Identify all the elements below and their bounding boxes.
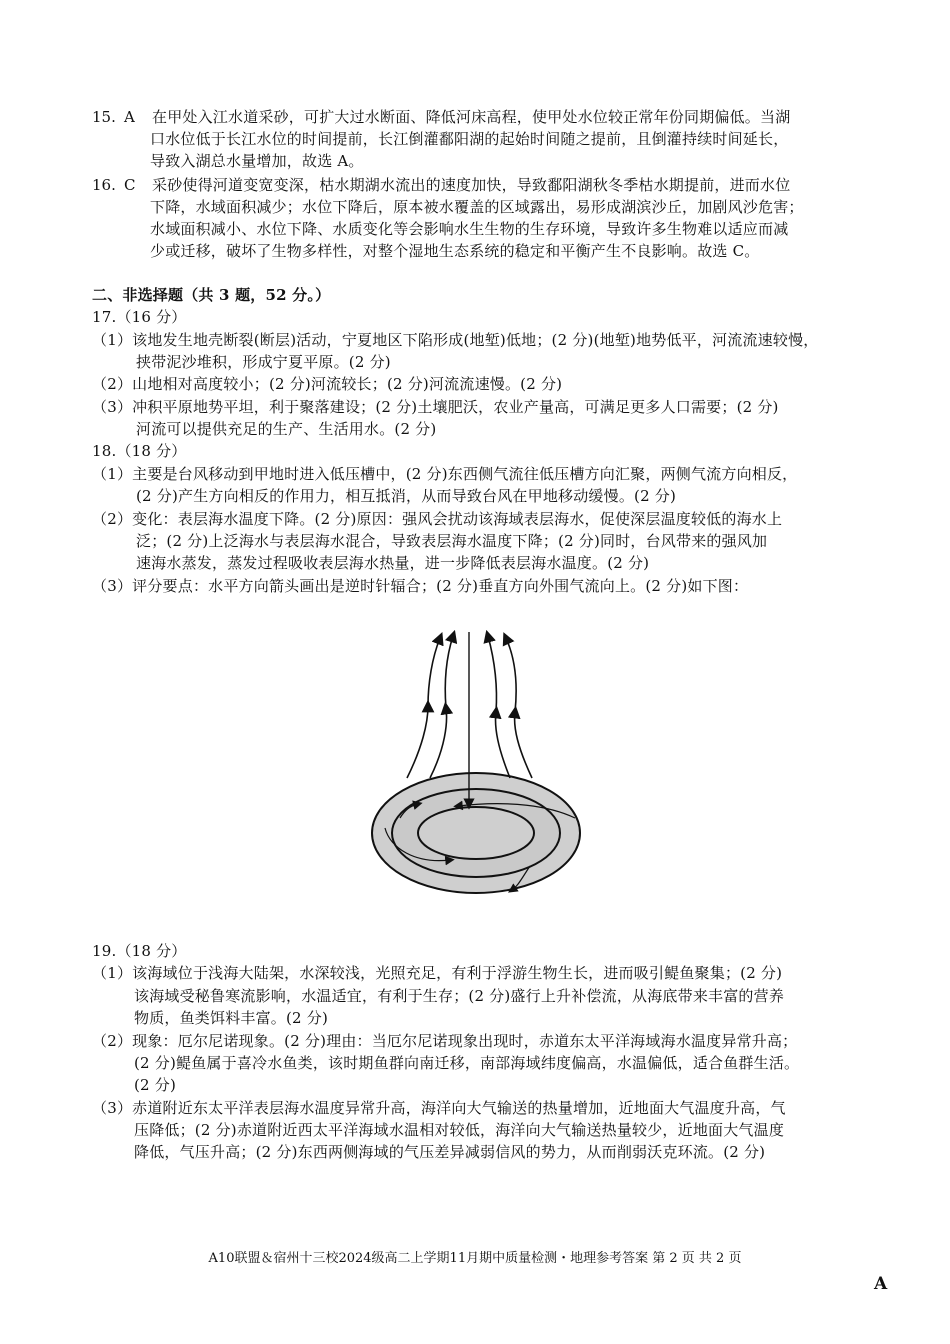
question-number: 16. [92, 176, 116, 194]
text-line: （3）冲积平原地势平坦，利于聚落建设；(2 分)土壤肥沃，农业产量高，可满足更多人口需要；(2 分) [92, 398, 779, 416]
rising-airflow-arrow [430, 708, 447, 778]
text-line: 降低，气压升高；(2 分)东西两侧海域的气压差异减弱信风的势力，从而削弱沃克环流。(2 分) [134, 1143, 766, 1161]
text-line: （2）变化：表层海水温度下降。(2 分)原因：强风会扰动该海域表层海水，促使深层温度较低的海水上 [92, 510, 783, 528]
text-line: (2 分)鳀鱼属于喜冷水鱼类，该时期鱼群向南迁移，南部海域纬度偏高，水温偏低，适合鱼群生活。 [134, 1054, 800, 1072]
text-line: 采砂使得河道变宽变深，枯水期湖水流出的速度加快，导致鄱阳湖秋冬季枯水期提前，进而水位 [152, 176, 791, 194]
text-line: 泛；(2 分)上泛海水与表层海水混合，导致表层海水温度下降；(2 分)同时，台风带来的强风加 [136, 532, 768, 550]
text-line: (2 分)产生方向相反的作用力，相互抵消，从而导致台风在甲地移动缓慢。(2 分) [136, 487, 677, 505]
text-line: (2 分) [134, 1076, 177, 1094]
rising-airflow-arrow [515, 712, 532, 778]
text-line: （1）主要是台风移动到甲地时进入低压槽中，(2 分)东西侧气流往低压槽方向汇聚，两侧气流方向相反， [92, 465, 798, 483]
text-line: 压降低；(2 分)赤道附近西太平洋海域水温相对较低，海洋向大气输送热量较少，近地面大气温度 [134, 1121, 785, 1139]
inner-ring [418, 807, 534, 859]
rising-airflow-arrow [407, 706, 428, 778]
text-line: （1）该地发生地壳断裂(断层)活动，宁夏地区下陷形成(地堑)低地；(2 分)(地堑)地势低平，河流流速较慢， [92, 331, 819, 349]
text-line: 在甲处入江水道采砂，可扩大过水断面、降低河床高程，使甲处水位较正常年份同期偏低。当湖 [152, 108, 791, 126]
rising-airflow-arrow [428, 638, 440, 706]
text-line: 导致入湖总水量增加，故选 A。 [150, 152, 364, 170]
text-line: 少或迁移，破坏了生物多样性，对整个湿地生态系统的稳定和平衡产生不良影响。故选 C。 [150, 242, 760, 260]
question-header: 19.（18 分） [92, 942, 187, 960]
question-number: 15. [92, 108, 116, 126]
text-line: 该海域受秘鲁寒流影响，水温适宜，有利于生存；(2 分)盛行上升补偿流，从海底带来丰富的营养 [134, 987, 785, 1005]
text-line: （3）评分要点：水平方向箭头画出是逆时针辐合；(2 分)垂直方向外围气流向上。(2 分)如下图： [92, 577, 749, 595]
question-header: 18.（18 分） [92, 442, 187, 460]
answer-letter: A [124, 108, 135, 126]
section-heading: 二、非选择题（共 3 题，52 分。） [92, 286, 331, 304]
text-line: 速海水蒸发，蒸发过程吸收表层海水热量，进一步降低表层海水温度。(2 分) [136, 554, 650, 572]
text-line: 挟带泥沙堆积，形成宁夏平原。(2 分) [136, 353, 391, 371]
rising-airflow-arrow [488, 636, 497, 712]
answer-letter: C [124, 176, 136, 194]
typhoon-diagram [370, 628, 586, 926]
rising-airflow-arrow [496, 712, 510, 778]
rising-airflow-arrow [506, 638, 516, 712]
corner-mark: A [874, 1274, 888, 1294]
page-footer: A10联盟＆宿州十三校2024级高二上学期11月期中质量检测・地理参考答案 第 2 页 共 2 页 [208, 1251, 742, 1266]
text-line: （1）该海域位于浅海大陆架，水深较浅，光照充足，有利于浮游生物生长，进而吸引鳀鱼聚集；(2 分) [92, 964, 783, 982]
text-line: 物质，鱼类饵料丰富。(2 分) [134, 1009, 329, 1027]
text-line: 下降，水域面积减少；水位下降后，原本被水覆盖的区域露出，易形成湖滨沙丘，加剧风沙危害； [150, 198, 804, 216]
text-line: （2）山地相对高度较小；(2 分)河流较长；(2 分)河流流速慢。(2 分) [92, 375, 563, 393]
question-header: 17.（16 分） [92, 308, 187, 326]
text-line: 水域面积减小、水位下降、水质变化等会影响水生生物的生存环境，导致许多生物难以适应而减 [150, 220, 789, 238]
text-line: 河流可以提供充足的生产、生活用水。(2 分) [136, 420, 437, 438]
rising-airflow-arrow [445, 636, 453, 708]
text-line: 口水位低于长江水位的时间提前，长江倒灌鄱阳湖的起始时间随之提前，且倒灌持续时间延长， [150, 130, 789, 148]
text-line: （3）赤道附近东太平洋表层海水温度异常升高，海洋向大气输送的热量增加，近地面大气温度升高，气 [92, 1099, 786, 1117]
text-line: （2）现象：厄尔尼诺现象。(2 分)理由：当厄尔尼诺现象出现时，赤道东太平洋海域海水温度异常升高； [92, 1032, 798, 1050]
